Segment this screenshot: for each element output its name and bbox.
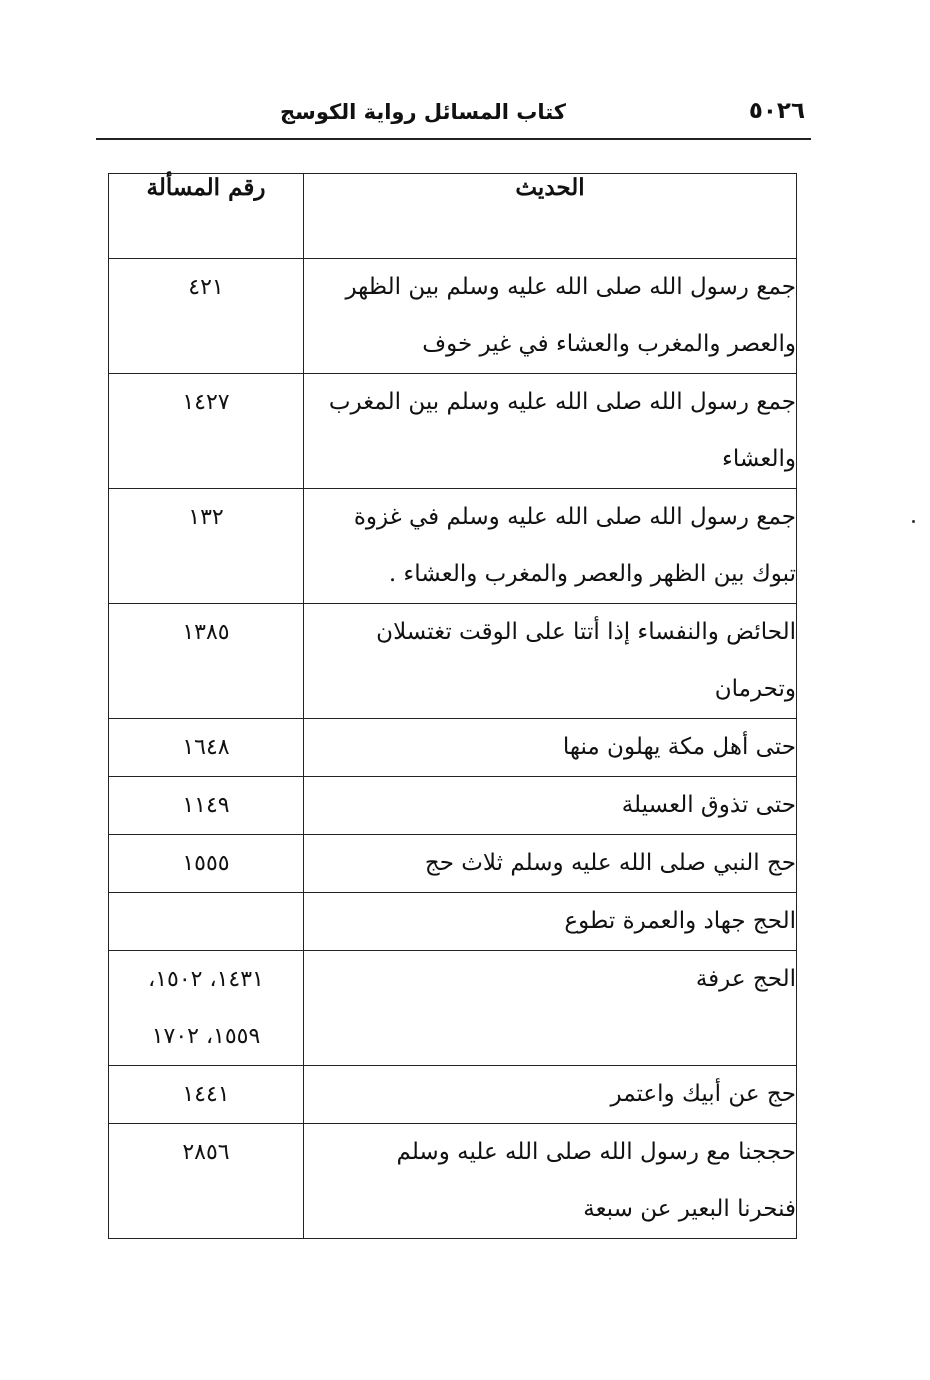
hadith-text-line: جمع رسول الله صلى الله عليه وسلم بين الظهر — [345, 274, 796, 300]
issue-number-cell — [109, 489, 304, 604]
issue-number: ١٣٢ — [188, 505, 224, 530]
hadith-cell — [304, 1124, 797, 1239]
issue-number-cell — [109, 777, 304, 835]
issue-number-cell — [109, 1066, 304, 1124]
hadith-cell — [304, 1066, 797, 1124]
hadith-cell — [304, 374, 797, 489]
hadith-cell — [304, 259, 797, 374]
hadith-cell — [304, 719, 797, 777]
column-header-hadith: الحديث — [304, 174, 797, 259]
issue-number-cell — [109, 893, 304, 951]
hadith-text-line: حتى أهل مكة يهلون منها — [562, 734, 796, 760]
issue-number: ١٤٢٧ — [182, 390, 230, 415]
table-row — [109, 835, 797, 893]
issue-number: ١٥٥٥ — [182, 851, 230, 876]
hadith-text-line: والعشاء — [722, 446, 796, 472]
issue-number: ١٥٥٩، ١٧٠٢ — [151, 1024, 261, 1049]
issue-number: ١١٤٩ — [182, 793, 230, 818]
issue-number: ١٤٣١، ١٥٠٢، — [148, 967, 264, 992]
issue-number: ١٦٤٨ — [182, 735, 230, 760]
table-row — [109, 259, 797, 374]
issue-number: ٢٨٥٦ — [182, 1140, 230, 1165]
issue-number-cell — [109, 835, 304, 893]
issue-number-cell — [109, 1124, 304, 1239]
table-row — [109, 489, 797, 604]
hadith-text-line: الحج جهاد والعمرة تطوع — [564, 908, 796, 934]
table-row — [109, 893, 797, 951]
running-title: كتاب المسائل رواية الكوسج — [280, 100, 566, 124]
hadith-text-line: الحج عرفة — [695, 966, 796, 992]
table-row — [109, 951, 797, 1066]
issue-number: ١٣٨٥ — [182, 620, 230, 645]
hadith-text-line: حج النبي صلى الله عليه وسلم ثلاث حج — [424, 850, 796, 876]
hadith-cell — [304, 604, 797, 719]
table-row — [109, 777, 797, 835]
header-divider — [96, 138, 811, 140]
issue-number: ٤٢١ — [188, 275, 224, 300]
issue-number-cell — [109, 604, 304, 719]
table-header-row — [109, 174, 797, 259]
issue-number-cell — [109, 259, 304, 374]
page-number: ٥٠٢٦ — [748, 98, 805, 124]
scan-speck — [912, 520, 915, 523]
hadith-index-table — [108, 173, 797, 1239]
hadith-text-line: فنحرنا البعير عن سبعة — [583, 1196, 796, 1222]
issue-number-cell — [109, 719, 304, 777]
hadith-cell — [304, 489, 797, 604]
table-row — [109, 719, 797, 777]
hadith-cell — [304, 835, 797, 893]
hadith-text-line: الحائض والنفساء إذا أتتا على الوقت تغتسلان — [376, 619, 796, 645]
page-header — [96, 96, 811, 136]
issue-number-cell — [109, 374, 304, 489]
hadith-text-line: والعصر والمغرب والعشاء في غير خوف — [422, 331, 796, 357]
table-row — [109, 1124, 797, 1239]
column-header-issue-number: رقم المسألة — [109, 174, 304, 259]
hadith-cell — [304, 951, 797, 1066]
hadith-cell — [304, 893, 797, 951]
hadith-text-line: جمع رسول الله صلى الله عليه وسلم في غزوة — [353, 504, 796, 530]
hadith-cell — [304, 777, 797, 835]
hadith-text-line: وتحرمان — [714, 676, 796, 702]
hadith-text-line: حتى تذوق العسيلة — [621, 792, 796, 818]
table-row — [109, 374, 797, 489]
hadith-text-line: حج عن أبيك واعتمر — [610, 1081, 796, 1107]
table-row — [109, 1066, 797, 1124]
hadith-text-line: حججنا مع رسول الله صلى الله عليه وسلم — [396, 1139, 796, 1165]
issue-number: ١٤٤١ — [182, 1082, 230, 1107]
issue-number-cell — [109, 951, 304, 1066]
table-row — [109, 604, 797, 719]
hadith-text-line: جمع رسول الله صلى الله عليه وسلم بين المغرب — [328, 389, 796, 415]
hadith-text-line: تبوك بين الظهر والعصر والمغرب والعشاء . — [388, 561, 796, 587]
